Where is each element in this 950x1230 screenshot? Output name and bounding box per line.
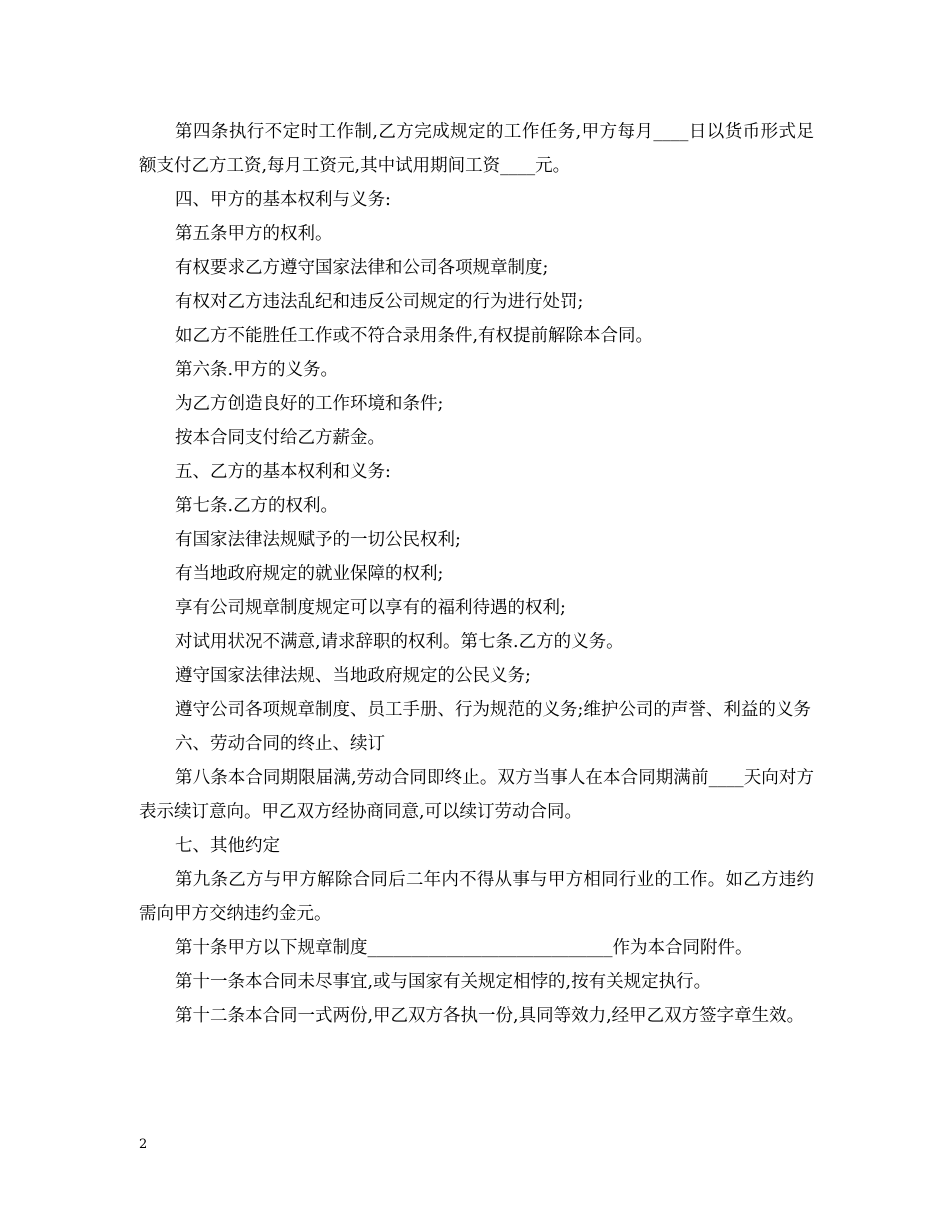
paragraph-right-5: 有当地政府规定的就业保障的权利; <box>175 564 444 584</box>
page-number: 2 <box>139 1137 148 1152</box>
paragraph-right-3: 如乙方不能胜任工作或不符合录用条件,有权提前解除本合同。 <box>175 326 654 346</box>
paragraph-article-8: 第八条本合同期限届满,劳动合同即终止。双方当事人在本合同期满前____天向对方表示续订意向。甲乙双方经协商同意,可以续订劳动合同。 <box>139 768 814 822</box>
paragraph-article-12: 第十二条本合同一式两份,甲乙双方各执一份,具同等效力,经甲乙双方签字章生效。 <box>175 1006 805 1026</box>
paragraph-article-5: 第五条甲方的权利。 <box>175 224 333 244</box>
paragraph-right-6: 享有公司规章制度规定可以享有的福利待遇的权利; <box>175 598 566 618</box>
paragraph-right-7: 对试用状况不满意,请求辞职的权利。第七条.乙方的义务。 <box>175 632 624 652</box>
paragraph-article-6: 第六条.甲方的义务。 <box>175 360 339 380</box>
paragraph-duty-1: 为乙方创造良好的工作环境和条件; <box>175 394 444 414</box>
section-heading-6: 六、劳动合同的终止、续订 <box>175 734 385 754</box>
section-heading-7: 七、其他约定 <box>175 836 280 856</box>
paragraph-duty-3: 遵守国家法律法规、当地政府规定的公民义务; <box>175 666 531 686</box>
paragraph-article-10: 第十条甲方以下规章制度____________________________作为本合同附件。 <box>175 938 753 958</box>
paragraph-article-4: 第四条执行不定时工作制,乙方完成规定的工作任务,甲方每月____日以货币形式足额支付乙方工资,每月工资元,其中试用期间工资____元。 <box>139 122 814 176</box>
paragraph-right-2: 有权对乙方违法乱纪和违反公司规定的行为进行处罚; <box>175 292 584 312</box>
contract-body <box>139 115 814 1033</box>
section-heading-5: 五、乙方的基本权利和义务: <box>175 462 391 482</box>
paragraph-article-11: 第十一条本合同未尽事宜,或与国家有关规定相悖的,按有关规定执行。 <box>175 972 712 992</box>
paragraph-article-7: 第七条.乙方的权利。 <box>175 496 339 516</box>
paragraph-article-9: 第九条乙方与甲方解除合同后二年内不得从事与甲方相同行业的工作。如乙方违约需向甲方交纳违约金元。 <box>139 870 814 924</box>
paragraph-right-4: 有国家法律法规赋予的一切公民权利; <box>175 530 461 550</box>
paragraph-duty-2: 按本合同支付给乙方薪金。 <box>175 428 385 448</box>
section-heading-4: 四、甲方的基本权利与义务: <box>175 190 391 210</box>
paragraph-duty-4: 遵守公司各项规章制度、员工手册、行为规范的义务;维护公司的声誉、利益的义务 <box>175 700 811 720</box>
paragraph-right-1: 有权要求乙方遵守国家法律和公司各项规章制度; <box>175 258 549 278</box>
